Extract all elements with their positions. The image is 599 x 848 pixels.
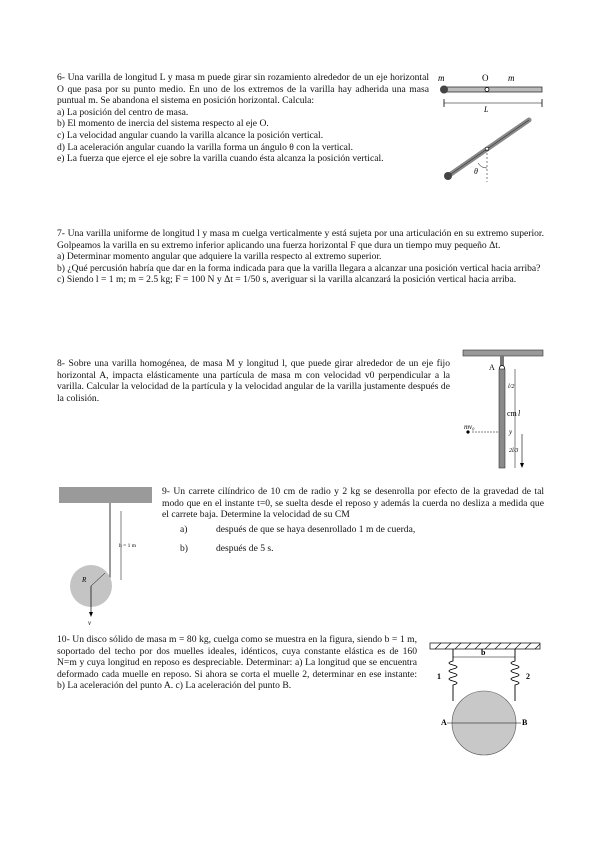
fig8-label-l2: l/2 (508, 384, 515, 390)
fig6-horizontal-rod (444, 87, 542, 92)
fig6-label-o: O (482, 73, 489, 83)
fig9-ceiling (59, 487, 152, 503)
fig9-label-h: h = 1 m (119, 543, 137, 549)
fig10-label-spring-2: 2 (526, 672, 530, 681)
problem-7-b: b) ¿Qué percusión habría que dar en la forma indicada para que la varilla llegara a alcanzar una posición vertical hacia arriba? (57, 262, 541, 274)
fig8-label-l: l (518, 409, 521, 418)
problem-10-statement: 10- Un disco sólido de masa m = 80 kg, cuelga como se muestra en la figura, siendo b = 1 m, soportado del techo por dos muelles ideales, idénticos, cuya constante elástica es de 160 N=m y cuya longitud en reposo es despreciable. Determinar: a) La longitud que se encuentra deformado cada muelle en reposo. Si ahora se corta el muelle 2, determinar en ese instante: b) La aceleración del punto A. c) La aceleración del punto B. (57, 634, 417, 692)
problem-6-a: a) La posición del centro de masa. (57, 106, 189, 118)
fig10-label-B: B (522, 718, 528, 727)
figure-rod-collision (458, 349, 548, 471)
problem-7-statement: 7- Una varilla uniforme de longitud l y masa m cuelga verticalmente y está sujeta por una articulación en su extremo superior. Golpeamos la varilla en su extremo inferior aplicando una fuerza horizontal F que dura un tiempo muy pequeño Δt. (57, 228, 544, 251)
problem-6-b: b) El momento de inercia del sistema respecto al eje O. (57, 118, 269, 130)
fig10-label-b: b (481, 648, 486, 657)
fig6-pivot (485, 88, 489, 92)
problem-6-d: d) La aceleración angular cuando la varilla forma un ángulo θ con la vertical. (57, 141, 354, 153)
problem-9-item-a: a) después de que se haya desenrollado 1 m de cuerda, (180, 523, 416, 535)
fig9-label-v: v (88, 619, 92, 625)
problem-7-a: a) Determinar momento angular que adquiere la varilla respecto al extremo superior. (57, 251, 382, 263)
fig8-label-y: y (509, 428, 513, 436)
problem-7 (57, 228, 544, 286)
fig8-label-cm: cm (507, 409, 517, 418)
problem-6-e: e) La fuerza que ejerce el eje sobre la varilla cuando ésta alcanza la posición vertical. (57, 153, 384, 165)
fig6-label-theta: θ (474, 167, 478, 176)
fig8-rod (499, 369, 505, 468)
fig6-tilted-point-mass (444, 172, 452, 180)
figure-disc-springs (425, 641, 545, 763)
fig8-label-two-l3: 2l/3 (509, 448, 519, 454)
fig6-point-mass (440, 86, 448, 94)
fig8-label-mv: mv₀ (464, 423, 475, 431)
problem-7-c: c) Siendo l = 1 m; m = 2.5 kg; F = 100 N y Δt = 1/50 s, averiguar si la varilla alcanzará la posición vertical hacia arriba. (57, 274, 517, 286)
fig8-label-A: A (489, 363, 495, 372)
fig10-label-spring-1: 1 (437, 672, 441, 681)
problem-6-c: c) La velocidad angular cuando la varilla alcance la posición vertical. (57, 129, 324, 141)
problem-8 (57, 358, 450, 404)
fig6-label-L: L (484, 105, 489, 114)
fig8-ceiling (463, 350, 543, 356)
figure-spool (58, 485, 154, 625)
problem-6-statement: 6- Una varilla de longitud L y masa m puede girar sin rozamiento alrededor de un eje horizontal O que pasa por su punto medio. En uno de los extremos de la varilla hay adherida una masa puntual m. Se abandona el sistema en posición horizontal. Calcula: (57, 72, 429, 107)
problem-8-statement: 8- Sobre una varilla homogénea, de masa M y longitud l, que puede girar alrededor de un eje fijo horizontal A, impacta elásticamente una partícula de masa m con velocidad v0 perpendicular a la varilla. Calcular la velocidad de la partícula y la velocidad angular de la varilla justamente después de la colisión. (57, 358, 450, 404)
fig10-label-A: A (441, 718, 447, 727)
problem-9 (162, 486, 544, 555)
fig9-label-R: R (82, 576, 87, 584)
problem-9-item-b: b) después de 5 s. (180, 543, 274, 555)
fig6-label-m-left: m (438, 73, 445, 83)
fig6-label-m-right: m (508, 73, 515, 83)
fig8-support (500, 356, 504, 366)
problem-6 (57, 72, 429, 165)
problem-10 (57, 634, 417, 692)
figure-rod-pivot (436, 70, 548, 188)
problem-9-statement: 9- Un carrete cilíndrico de 10 cm de radio y 2 kg se desenrolla por efecto de la gravedad de tal modo que en el instante t=0, se suelta desde el reposo y además la cuerda no desliza a medida que el carrete baja. Determine la velocidad de su CM (162, 486, 544, 521)
